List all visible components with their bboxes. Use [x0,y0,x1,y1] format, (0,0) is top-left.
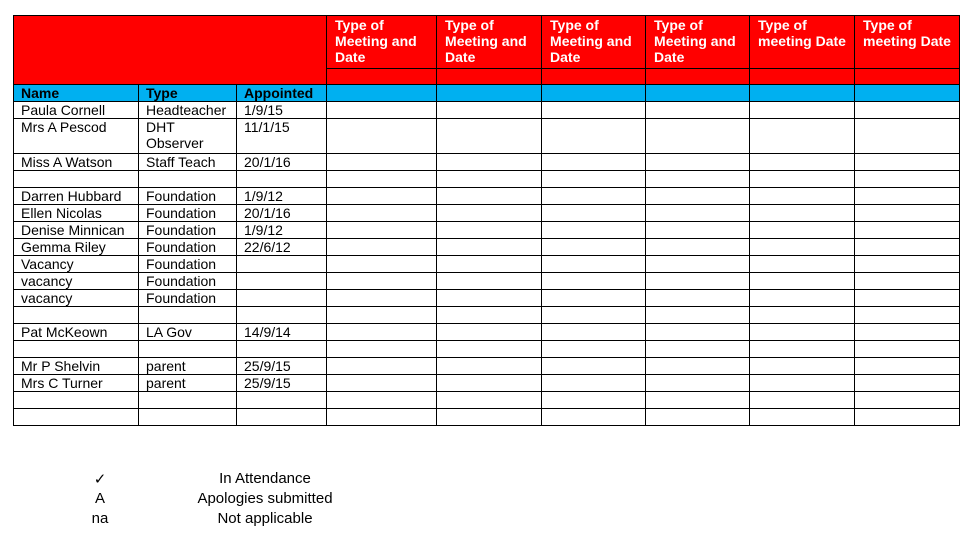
attendance-cell[interactable] [646,392,750,409]
table-row [14,324,960,341]
attendance-cell[interactable] [327,341,437,358]
table-row [14,358,960,375]
attendance-cell[interactable] [855,239,960,256]
attendance-cell[interactable] [750,256,855,273]
legend-label: Not applicable [217,510,313,527]
column-header-blank [327,85,437,102]
cell-type [139,341,237,358]
attendance-cell[interactable] [437,102,542,119]
attendance-cell[interactable] [750,154,855,171]
attendance-cell[interactable] [750,375,855,392]
meeting-subcell [646,69,750,85]
attendance-cell[interactable] [327,119,437,154]
cell-appointed [237,256,327,273]
column-header-blank [855,85,960,102]
attendance-cell[interactable] [855,358,960,375]
attendance-cell[interactable] [437,239,542,256]
cell-type: parent [139,358,237,375]
attendance-cell[interactable] [542,256,646,273]
cell-type: LA Gov [139,324,237,341]
cell-appointed: 20/1/16 [237,154,327,171]
attendance-cell[interactable] [750,119,855,154]
attendance-table [13,15,960,426]
attendance-cell[interactable] [542,273,646,290]
attendance-cell[interactable] [750,171,855,188]
attendance-cell[interactable] [327,324,437,341]
attendance-cell[interactable] [646,222,750,239]
cell-type [139,307,237,324]
column-header-appointed: Appointed [237,85,327,102]
attendance-cell[interactable] [437,307,542,324]
column-header-blank [437,85,542,102]
legend-symbol: A [94,490,105,507]
cell-name [14,341,139,358]
attendance-cell[interactable] [542,154,646,171]
cell-appointed [237,171,327,188]
attendance-cell[interactable] [750,222,855,239]
meeting-subcell [542,69,646,85]
meeting-subcell [437,69,542,85]
cell-appointed: 11/1/15 [237,119,327,154]
cell-type: Foundation [139,239,237,256]
meeting-subcell [855,69,960,85]
cell-type: DHT Observer [139,119,237,154]
cell-type: parent [139,375,237,392]
legend-label: Apologies submitted [197,490,333,507]
cell-name: Mrs A Pescod [14,119,139,154]
column-header-type: Type [139,85,237,102]
cell-type [139,171,237,188]
cell-type: Foundation [139,290,237,307]
attendance-cell[interactable] [542,171,646,188]
attendance-cell[interactable] [542,392,646,409]
cell-name [14,171,139,188]
cell-type: Foundation [139,273,237,290]
attendance-cell[interactable] [646,290,750,307]
attendance-cell[interactable] [327,205,437,222]
attendance-cell[interactable] [646,102,750,119]
attendance-cell[interactable] [646,358,750,375]
table-row [14,409,960,426]
meeting-subcell [327,69,437,85]
cell-name: vacancy [14,290,139,307]
attendance-cell[interactable] [855,188,960,205]
cell-name: Darren Hubbard [14,188,139,205]
attendance-cell[interactable] [750,239,855,256]
attendance-cell[interactable] [542,102,646,119]
cell-appointed: 20/1/16 [237,205,327,222]
cell-appointed [237,273,327,290]
attendance-cell[interactable] [542,358,646,375]
attendance-cell[interactable] [855,273,960,290]
attendance-cell[interactable] [855,290,960,307]
attendance-cell[interactable] [542,290,646,307]
meeting-header-6: Type of meeting Date [855,16,960,69]
attendance-cell[interactable] [437,392,542,409]
attendance-cell[interactable] [542,222,646,239]
attendance-cell[interactable] [646,239,750,256]
cell-name [14,307,139,324]
attendance-cell[interactable] [855,392,960,409]
column-header-row [14,85,960,102]
meeting-header-5: Type of meeting Date [750,16,855,69]
attendance-cell[interactable] [750,307,855,324]
attendance-cell[interactable] [750,205,855,222]
attendance-cell[interactable] [327,409,437,426]
table-row [14,171,960,188]
attendance-cell[interactable] [646,409,750,426]
meeting-header-2: Type of Meeting and Date [437,16,542,69]
attendance-cell[interactable] [750,358,855,375]
attendance-cell[interactable] [327,307,437,324]
table-row [14,102,960,119]
cell-name: vacancy [14,273,139,290]
attendance-cell[interactable] [437,341,542,358]
meeting-subcell [750,69,855,85]
attendance-cell[interactable] [855,222,960,239]
column-header-blank [750,85,855,102]
attendance-cell[interactable] [437,119,542,154]
cell-appointed: 25/9/15 [237,375,327,392]
meeting-header-4: Type of Meeting and Date [646,16,750,69]
attendance-cell[interactable] [646,154,750,171]
cell-type [139,392,237,409]
attendance-cell[interactable] [646,205,750,222]
attendance-cell[interactable] [750,273,855,290]
table-row [14,256,960,273]
attendance-cell[interactable] [327,358,437,375]
table-row [14,341,960,358]
cell-appointed: 1/9/15 [237,102,327,119]
attendance-cell[interactable] [542,375,646,392]
cell-name: Mrs C Turner [14,375,139,392]
attendance-cell[interactable] [542,119,646,154]
attendance-cell[interactable] [646,256,750,273]
attendance-cell[interactable] [646,171,750,188]
meeting-header-1: Type of Meeting and Date [327,16,437,69]
table-row [14,273,960,290]
table-row [14,119,960,154]
attendance-cell[interactable] [327,222,437,239]
cell-appointed: 1/9/12 [237,188,327,205]
table-row [14,239,960,256]
attendance-cell[interactable] [855,409,960,426]
cell-type: Foundation [139,188,237,205]
attendance-cell[interactable] [437,375,542,392]
attendance-cell[interactable] [855,171,960,188]
column-header-blank [542,85,646,102]
header-blank-cell [14,16,327,85]
attendance-cell[interactable] [855,341,960,358]
attendance-cell[interactable] [327,273,437,290]
attendance-cell[interactable] [327,375,437,392]
attendance-cell[interactable] [750,324,855,341]
attendance-cell[interactable] [437,256,542,273]
cell-type: Foundation [139,256,237,273]
attendance-cell[interactable] [646,341,750,358]
cell-type: Foundation [139,205,237,222]
attendance-cell[interactable] [542,205,646,222]
legend-label: In Attendance [219,470,311,487]
column-header-blank [646,85,750,102]
cell-appointed [237,341,327,358]
attendance-cell[interactable] [750,409,855,426]
cell-name: Paula Cornell [14,102,139,119]
cell-appointed: 22/6/12 [237,239,327,256]
attendance-cell[interactable] [437,273,542,290]
cell-name: Denise Minnican [14,222,139,239]
cell-name: Gemma Riley [14,239,139,256]
attendance-cell[interactable] [855,375,960,392]
attendance-cell[interactable] [750,392,855,409]
attendance-cell[interactable] [855,119,960,154]
cell-appointed: 14/9/14 [237,324,327,341]
table-row [14,307,960,324]
cell-appointed [237,307,327,324]
attendance-cell[interactable] [327,290,437,307]
attendance-cell[interactable] [327,171,437,188]
cell-appointed: 1/9/12 [237,222,327,239]
attendance-cell[interactable] [855,205,960,222]
table-row [14,205,960,222]
attendance-cell[interactable] [542,239,646,256]
table-row [14,154,960,171]
attendance-cell[interactable] [646,307,750,324]
attendance-cell[interactable] [327,102,437,119]
attendance-cell[interactable] [542,324,646,341]
table-row [14,188,960,205]
attendance-cell[interactable] [855,154,960,171]
legend-symbol: na [91,510,109,527]
attendance-cell[interactable] [327,188,437,205]
attendance-cell[interactable] [750,290,855,307]
attendance-cell[interactable] [437,358,542,375]
attendance-cell[interactable] [750,188,855,205]
attendance-cell[interactable] [327,392,437,409]
meeting-header-3: Type of Meeting and Date [542,16,646,69]
cell-name: Miss A Watson [14,154,139,171]
attendance-cell[interactable] [437,222,542,239]
attendance-cell[interactable] [327,154,437,171]
attendance-cell[interactable] [750,102,855,119]
attendance-cell[interactable] [327,256,437,273]
attendance-cell[interactable] [437,205,542,222]
attendance-cell[interactable] [646,273,750,290]
table-row [14,222,960,239]
attendance-cell[interactable] [855,102,960,119]
attendance-cell[interactable] [437,409,542,426]
meeting-header-row [14,16,960,69]
cell-type: Staff Teach [139,154,237,171]
cell-appointed [237,392,327,409]
attendance-cell[interactable] [646,188,750,205]
column-header-name: Name [14,85,139,102]
attendance-cell[interactable] [855,307,960,324]
attendance-cell[interactable] [646,375,750,392]
cell-name: Mr P Shelvin [14,358,139,375]
cell-name: Vacancy [14,256,139,273]
attendance-cell[interactable] [437,324,542,341]
table-row [14,290,960,307]
cell-type [139,409,237,426]
attendance-cell[interactable] [327,239,437,256]
attendance-cell[interactable] [750,341,855,358]
attendance-cell[interactable] [646,119,750,154]
attendance-cell[interactable] [437,188,542,205]
attendance-cell[interactable] [855,256,960,273]
attendance-cell[interactable] [542,341,646,358]
check-icon: ✓ [93,471,107,488]
attendance-cell[interactable] [437,171,542,188]
cell-appointed [237,290,327,307]
cell-appointed: 25/9/15 [237,358,327,375]
table-row [14,375,960,392]
cell-name [14,409,139,426]
attendance-cell[interactable] [542,188,646,205]
cell-name: Pat McKeown [14,324,139,341]
attendance-cell[interactable] [542,409,646,426]
attendance-cell[interactable] [646,324,750,341]
cell-appointed [237,409,327,426]
cell-type: Foundation [139,222,237,239]
table-row [14,392,960,409]
attendance-cell[interactable] [437,154,542,171]
cell-name [14,392,139,409]
attendance-cell[interactable] [437,290,542,307]
attendance-cell[interactable] [542,307,646,324]
attendance-cell[interactable] [855,324,960,341]
cell-type: Headteacher [139,102,237,119]
cell-name: Ellen Nicolas [14,205,139,222]
